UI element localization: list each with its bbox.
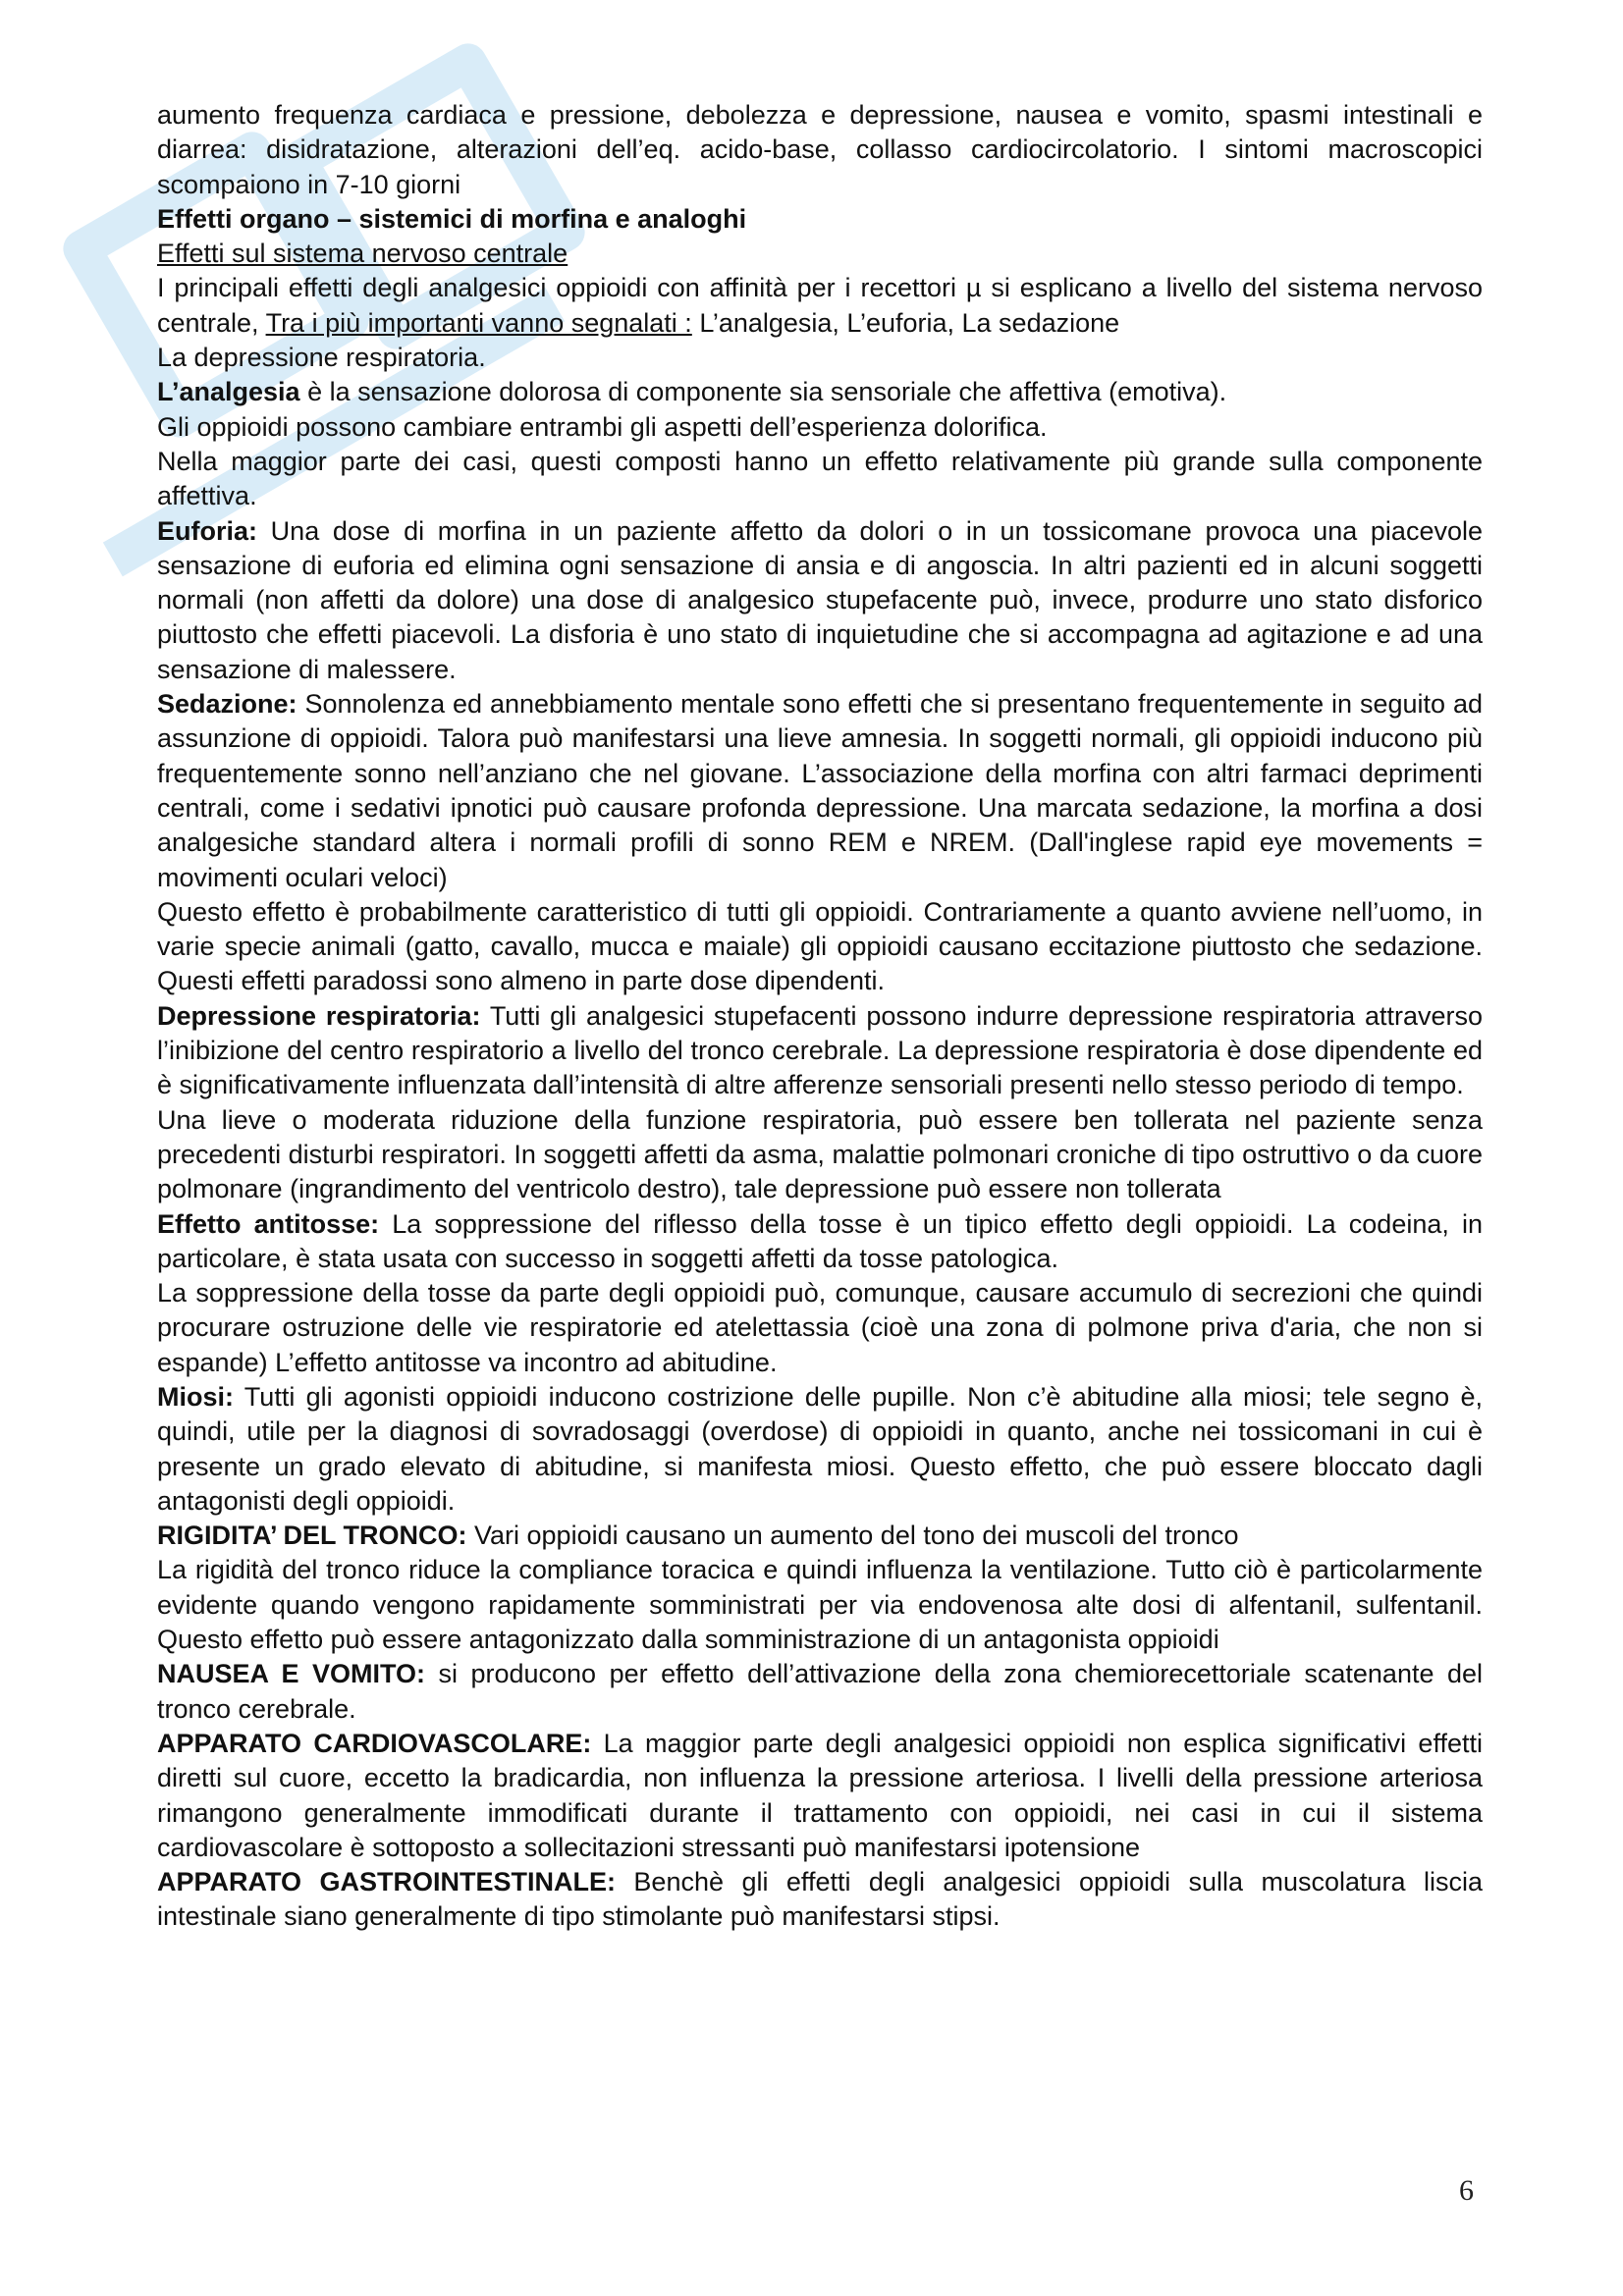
paragraph-euforia: Euforia: Una dose di morfina in un paziente affetto da dolori o in un tossicomane provoca una piacevole sensazione di euforia ed elimina ogni sensazione di ansia e di angoscia. In altri pazienti ed in alcuni soggetti normali (non affetti da dolore) una dose di analgesico stupefacente può, invece, produrre uno stato disforico piuttosto che effetti piacevoli. La disforia è uno stato di inquietudine che si accompagna ad agitazione e ad una sensazione di malessere. xyxy=(157,515,1483,684)
paragraph-oppioidi-aspetti: Gli oppioidi possono cambiare entrambi gli aspetti dell’esperienza dolorifica. xyxy=(157,411,1048,442)
paragraph-cardiovascolare: APPARATO CARDIOVASCOLARE: La maggior parte degli analgesici oppioidi non esplica significativi effetti diretti sul cuore, eccetto la bradicardia, non influenza la pressione arteriosa. I livelli della pressione arteriosa rimangono generalmente immodificati durante il trattamento con oppioidi, nei casi in cui il sistema cardiovascolare è sottoposto a sollecitazioni stressanti può manifestarsi ipotensione xyxy=(157,1728,1483,1862)
paragraph-nausea-vomito: NAUSEA E VOMITO: si producono per effetto dell’attivazione della zona chemiorecettoriale scatenante del tronco cerebrale. xyxy=(157,1659,1483,1724)
paragraph-gastrointestinale: APPARATO GASTROINTESTINALE: Benchè gli effetti degli analgesici oppioidi sulla muscolatura liscia intestinale siano generalmente di tipo stimolante può manifestarsi stipsi. xyxy=(157,1867,1483,1932)
section-heading: Effetti organo – sistemici di morfina e analoghi xyxy=(157,203,747,234)
paragraph-sintomi: aumento frequenza cardiaca e pressione, debolezza e depressione, nausea e vomito, spasmi intestinali e diarrea: disidratazione, alterazioni dell’eq. acido-base, collasso cardiocircolatorio. I sintomi macroscopici scompaiono in 7-10 giorni xyxy=(157,100,1483,199)
paragraph-soppressione-tosse: La soppressione della tosse da parte degli oppioidi può, comunque, causare accumulo di secrezioni che quindi procurare ostruzione delle vie respiratorie ed atelettassia (cioè una zona di polmone priva d'aria, che non si espande) L’effetto antitosse va incontro ad abitudine. xyxy=(157,1278,1483,1377)
page-number: 6 xyxy=(1459,2174,1474,2207)
subsection-heading: Effetti sul sistema nervoso centrale xyxy=(157,239,568,269)
paragraph-sedazione: Sedazione: Sonnolenza ed annebbiamento mentale sono effetti che si presentano frequentemente in seguito ad assunzione di oppioidi. Talora può manifestarsi una lieve amnesia. In soggetti normali, gli oppioidi inducono più frequentemente sonno nell’anziano che nel giovane. L’associazione della morfina con altri farmaci deprimenti centrali, come i sedativi ipnotici può causare profonda depressione. Una marcata sedazione, la morfina a dosi analgesiche standard altera i normali profili di sonno REM e NREM. (Dall'inglese rapid eye movements = movimenti oculari veloci) xyxy=(157,689,1483,892)
paragraph-compliance-toracica: La rigidità del tronco riduce la compliance toracica e quindi influenza la ventilazione. Tutto ciò è particolarmente evidente quando vengono rapidamente somministrati per via endovenosa alte dosi di alfentanil, sulfentanil. Questo effetto può essere antagonizzato dalla somministrazione di un antagonista oppioidi xyxy=(157,1555,1483,1655)
paragraph-effetto-antitosse: Effetto antitosse: La soppressione del riflesso della tosse è un tipico effetto degli oppioidi. La codeina, in particolare, è stata usata con successo in soggetti affetti da tosse patologica. xyxy=(157,1208,1483,1273)
paragraph-riduzione-funzione: Una lieve o moderata riduzione della funzione respiratoria, può essere ben tollerata nel paziente senza precedenti disturbi respiratori. In soggetti affetti da asma, malattie polmonari croniche di tipo ostruttivo o da cuore polmonare (ingrandimento del ventricolo destro), tale depressione può essere non tollerata xyxy=(157,1104,1483,1204)
paragraph-depressione-respiratoria-item: La depressione respiratoria. xyxy=(157,343,486,373)
paragraph-principali-effetti: I principali effetti degli analgesici oppioidi con affinità per i recettori µ si esplicano a livello del sistema nervoso centrale, Tra i più importanti vanno segnalati : L’analgesia, L’euforia, La sedazione xyxy=(157,273,1483,338)
paragraph-miosi: Miosi: Tutti gli agonisti oppioidi inducono costrizione delle pupille. Non c’è abitudine alla miosi; tele segno è, quindi, utile per la diagnosi di sovradosaggi (overdose) di oppioidi in quanto, anche nei tossicomani in cui è presente un grado elevato di abitudine, si manifesta miosi. Questo effetto, che può essere bloccato dagli antagonisti degli oppioidi. xyxy=(157,1381,1483,1516)
paragraph-componente-affettiva: Nella maggior parte dei casi, questi composti hanno un effetto relativamente più grande sulla componente affettiva. xyxy=(157,446,1483,511)
paragraph-depressione-respiratoria: Depressione respiratoria: Tutti gli analgesici stupefacenti possono indurre depressione respiratoria attraverso l’inibizione del centro respiratorio a livello del tronco cerebrale. La depressione respiratoria è dose dipendente ed è significativamente influenzata dall’intensità di altre afferenze sensoriali presenti nello stesso periodo di tempo. xyxy=(157,1000,1484,1100)
paragraph-rigidita-tronco: RIGIDITA’ DEL TRONCO: Vari oppioidi causano un aumento del tono dei muscoli del tronco xyxy=(157,1521,1239,1551)
paragraph-effetto-caratteristico: Questo effetto è probabilmente caratteristico di tutti gli oppioidi. Contrariamente a quanto avviene nell’uomo, in varie specie animali (gatto, cavallo, mucca e maiale) gli oppioidi causano eccitazione piuttosto che sedazione. Questi effetti paradossi sono almeno in parte dose dipendenti. xyxy=(157,896,1483,996)
paragraph-analgesia: L’analgesia è la sensazione dolorosa di componente sia sensoriale che affettiva (emotiva). xyxy=(157,377,1227,407)
document-body xyxy=(157,98,1483,1935)
